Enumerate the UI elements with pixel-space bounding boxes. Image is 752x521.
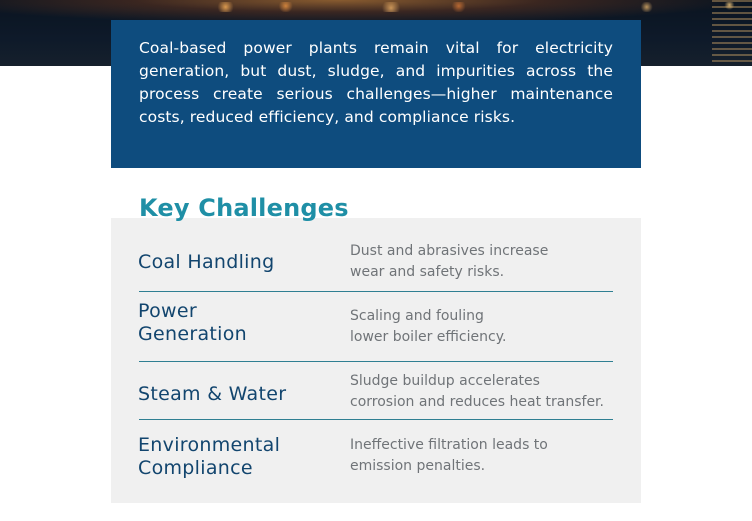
challenge-desc-line: Sludge buildup accelerates [350, 373, 540, 389]
challenge-desc-line: emission penalties. [350, 458, 486, 474]
challenge-desc-line: wear and safety risks. [350, 264, 505, 280]
row-divider [139, 291, 613, 292]
hero-lights [0, 2, 752, 12]
challenge-label-line: Steam & Water [138, 383, 287, 405]
challenge-desc-steam-water [350, 371, 604, 413]
challenge-desc-line: lower boiler efficiency. [350, 329, 507, 345]
challenge-label-line: Compliance [138, 457, 253, 479]
challenge-label-line: Generation [138, 323, 247, 345]
challenge-label-steam-water [138, 383, 286, 406]
challenge-label-coal-handling [138, 251, 274, 274]
hero-reflection [712, 0, 752, 66]
challenge-desc-coal-handling [350, 241, 548, 283]
challenge-desc-environmental-compliance [350, 435, 548, 477]
challenge-label-line: Environmental [138, 434, 281, 456]
challenge-desc-line: Scaling and fouling [350, 308, 484, 324]
challenge-label-environmental-compliance [138, 434, 280, 480]
section-title: Key Challenges [139, 194, 349, 222]
challenge-desc-line: Ineffective filtration leads to [350, 437, 548, 453]
intro-box [111, 20, 641, 168]
row-divider [139, 361, 613, 362]
challenge-desc-line: Dust and abrasives increase [350, 243, 549, 259]
challenge-label-line: Coal Handling [138, 251, 275, 273]
challenge-desc-line: corrosion and reduces heat transfer. [350, 394, 604, 410]
challenge-label-power-generation [138, 300, 247, 346]
intro-text: Coal-based power plants remain vital for electricity generation, but dust, sludge, and impurities across the process create serious challenges—higher maintenance costs, reduced efficiency, and compliance risks. [139, 39, 613, 126]
challenge-desc-power-generation [350, 306, 506, 348]
challenge-label-line: Power [138, 300, 197, 322]
row-divider [139, 419, 613, 420]
